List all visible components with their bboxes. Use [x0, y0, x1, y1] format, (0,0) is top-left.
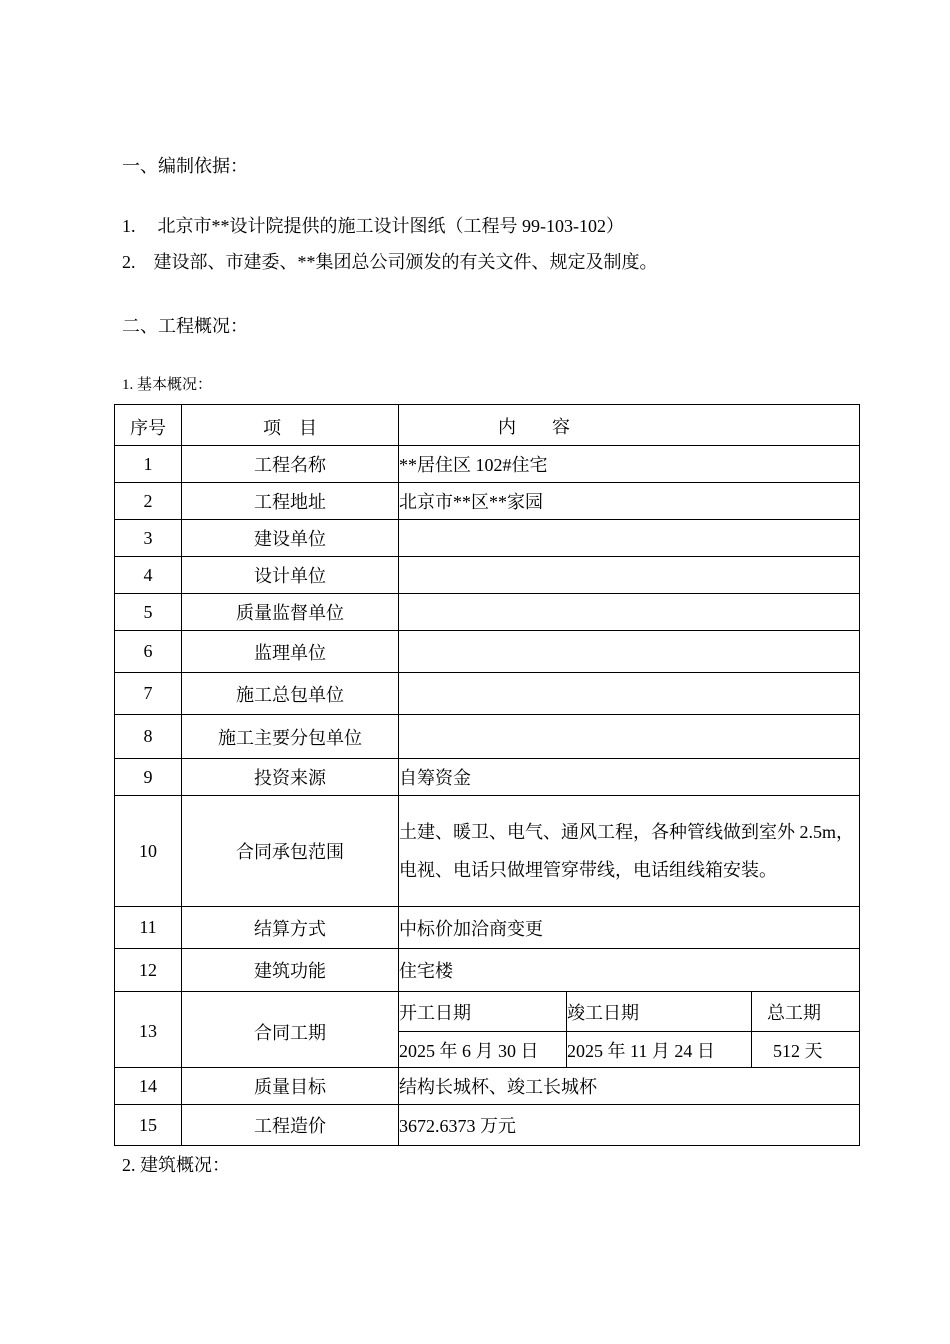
- table-row: [115, 631, 860, 673]
- row-no: 14: [115, 1068, 182, 1105]
- row-no: 3: [115, 520, 182, 557]
- section-1-heading: 一、编制依据：: [122, 156, 248, 176]
- row-no: 12: [115, 949, 182, 992]
- table-row: [115, 759, 860, 796]
- end-date-value: 2025 年 11 月 24 日: [567, 1032, 752, 1068]
- row-value: [399, 557, 860, 594]
- start-date-value: 2025 年 6 月 30 日: [399, 1032, 567, 1068]
- table-row: [115, 520, 860, 557]
- start-date-label: 开工日期: [399, 992, 567, 1032]
- row-item: 监理单位: [182, 631, 399, 673]
- row-value: 北京市**区**家园: [399, 483, 860, 520]
- end-date-label: 竣工日期: [567, 992, 752, 1032]
- table-row: [115, 949, 860, 992]
- row-no: 7: [115, 673, 182, 715]
- table-header-row: [115, 405, 860, 446]
- building-overview-label: 2. 建筑概况：: [122, 1155, 230, 1175]
- basis-item-2: [122, 248, 658, 274]
- row-item: 质量目标: [182, 1068, 399, 1105]
- row-no: 11: [115, 907, 182, 949]
- basis-item-1: [122, 212, 624, 238]
- row-no: 9: [115, 759, 182, 796]
- row-item: 工程造价: [182, 1105, 399, 1146]
- row-item: 合同工期: [182, 992, 399, 1068]
- table-row: [115, 796, 860, 907]
- row-item: 设计单位: [182, 557, 399, 594]
- row-item: 建设单位: [182, 520, 399, 557]
- row-item: 合同承包范围: [182, 796, 399, 907]
- table-row-schedule: [115, 992, 860, 1032]
- row-no: 13: [115, 992, 182, 1068]
- row-value: [399, 631, 860, 673]
- table-row: [115, 715, 860, 759]
- row-no: 15: [115, 1105, 182, 1146]
- table-row: [115, 446, 860, 483]
- basis-item-1-text: 北京市**设计院提供的施工设计图纸（工程号 99-103-102）: [157, 216, 624, 236]
- basis-item-2-text: 建设部、市建委、**集团总公司颁发的有关文件、规定及制度。: [153, 252, 658, 272]
- section-2-heading: 二、工程概况：: [122, 316, 248, 336]
- total-duration-value: 512 天: [752, 1032, 860, 1068]
- row-item: 工程名称: [182, 446, 399, 483]
- header-seq: 序号: [115, 405, 182, 446]
- row-item: 结算方式: [182, 907, 399, 949]
- row-item: 工程地址: [182, 483, 399, 520]
- row-no: 8: [115, 715, 182, 759]
- table-row: [115, 907, 860, 949]
- basis-item-1-num: 1.: [122, 216, 136, 236]
- row-value: 自筹资金: [399, 759, 860, 796]
- basis-item-2-num: 2.: [122, 252, 136, 272]
- total-duration-label: 总工期: [752, 992, 860, 1032]
- row-item: 投资来源: [182, 759, 399, 796]
- row-value: 3672.6373 万元: [399, 1105, 860, 1146]
- row-no: 1: [115, 446, 182, 483]
- table-row: [115, 1105, 860, 1146]
- row-no: 10: [115, 796, 182, 907]
- table-row: [115, 673, 860, 715]
- table-row: [115, 594, 860, 631]
- row-value: [399, 715, 860, 759]
- row-item: 施工主要分包单位: [182, 715, 399, 759]
- row-item: 建筑功能: [182, 949, 399, 992]
- table-row: [115, 483, 860, 520]
- row-value: [399, 594, 860, 631]
- row-item: 质量监督单位: [182, 594, 399, 631]
- row-no: 4: [115, 557, 182, 594]
- table-row: [115, 1068, 860, 1105]
- header-item: 项 目: [182, 405, 399, 446]
- row-no: 2: [115, 483, 182, 520]
- basic-overview-label: 1. 基本概况：: [122, 377, 213, 393]
- row-value-contract-scope: 土建、暖卫、电气、通风工程，各种管线做到室外 2.5m，电视、电话只做埋管穿带线，电话组线箱安装。: [399, 796, 860, 907]
- header-content: 内 容: [399, 405, 860, 446]
- row-value: 中标价加洽商变更: [399, 907, 860, 949]
- table-row: [115, 557, 860, 594]
- row-value: 住宅楼: [399, 949, 860, 992]
- row-item: 施工总包单位: [182, 673, 399, 715]
- row-no: 6: [115, 631, 182, 673]
- row-value: 结构长城杯、竣工长城杯: [399, 1068, 860, 1105]
- row-value: **居住区 102#住宅: [399, 446, 860, 483]
- row-value: [399, 520, 860, 557]
- project-overview-table: [114, 404, 860, 1146]
- row-value: [399, 673, 860, 715]
- row-no: 5: [115, 594, 182, 631]
